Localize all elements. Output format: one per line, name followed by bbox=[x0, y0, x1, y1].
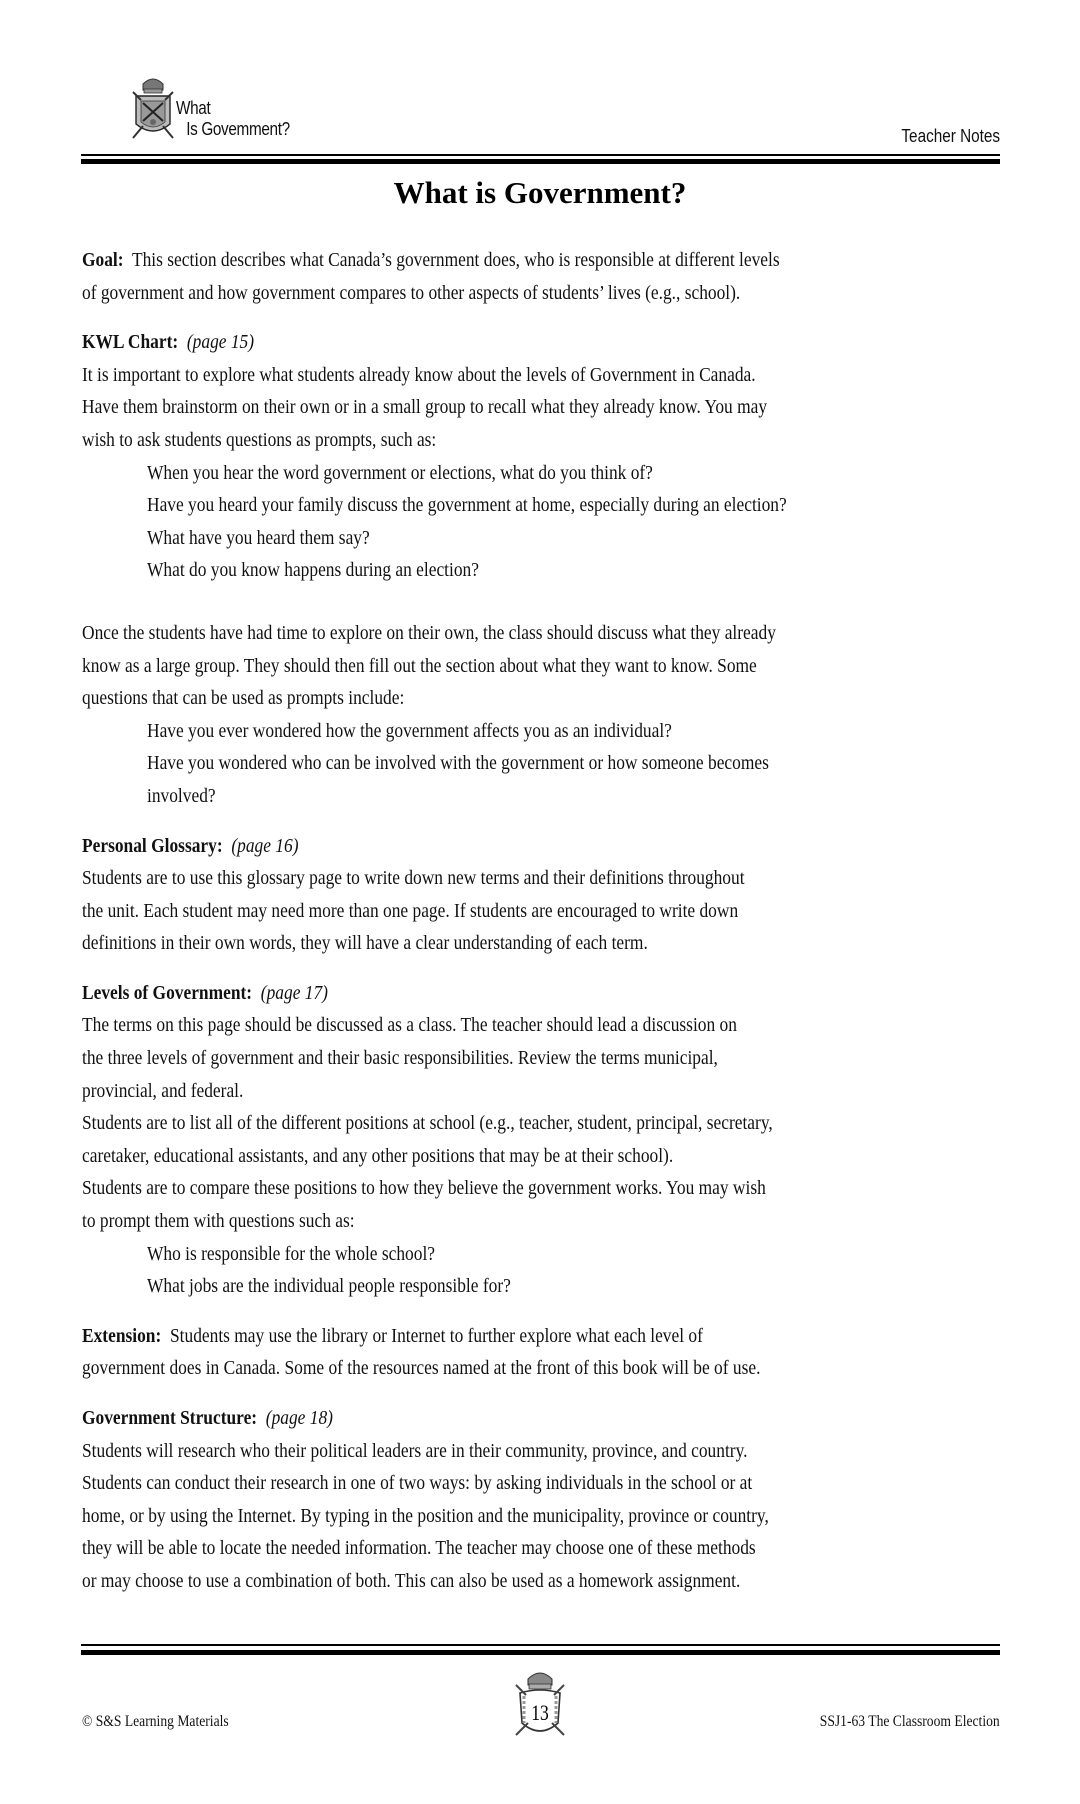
header-rule-thick bbox=[81, 159, 1000, 164]
glossary-line: Students are to use this glossary page to write down new terms and their definitions throughout bbox=[82, 867, 745, 890]
crest-icon bbox=[131, 72, 175, 146]
kwl-intro-line: wish to ask students questions as prompts, such as: bbox=[82, 428, 437, 451]
footer-book-code: SSJ1-63 The Classroom Election bbox=[820, 1713, 1000, 1730]
structure-line: Students can conduct their research in one of two ways: by asking individuals in the school or at bbox=[82, 1472, 753, 1495]
kwl-prompt: When you hear the word government or elections, what do you think of? bbox=[147, 461, 653, 484]
structure-page-ref: (page 18) bbox=[265, 1407, 333, 1429]
levels-heading: Levels of Government: bbox=[82, 981, 253, 1004]
header-rule-thin bbox=[81, 154, 1000, 156]
goal-heading: Goal: bbox=[82, 249, 124, 271]
kwl-heading-line bbox=[82, 326, 1002, 359]
structure-line: Students will research who their political leaders are in their community, province, and country. bbox=[82, 1439, 748, 1462]
goal-line-2: of government and how government compares to other aspects of students’ lives (e.g., school). bbox=[82, 281, 741, 304]
kwl-prompt: Have you heard your family discuss the government at home, especially during an election? bbox=[147, 494, 787, 517]
levels-line: to prompt them with questions such as: bbox=[82, 1210, 355, 1233]
structure-heading: Government Structure: bbox=[82, 1407, 258, 1429]
kwl-prompt: What have you heard them say? bbox=[147, 526, 370, 549]
levels-line: Students are to list all of the different positions at school (e.g., teacher, student, principal, secretary, bbox=[82, 1112, 773, 1135]
kwl-followup-line: questions that can be used as prompts include: bbox=[82, 687, 405, 710]
footer-rule-thin bbox=[81, 1644, 1000, 1646]
levels-line: caretaker, educational assistants, and any other positions that may be at their school). bbox=[82, 1144, 674, 1167]
levels-line: the three levels of government and their basic responsibilities. Review the terms municipal, bbox=[82, 1047, 718, 1070]
header-logo-line2: Is Govemment? bbox=[186, 119, 290, 139]
extension-line-1 bbox=[82, 1320, 1002, 1353]
extension-heading: Extension: bbox=[82, 1324, 162, 1347]
structure-line: or may choose to use a combination of both. This can also be used as a homework assignment. bbox=[82, 1569, 741, 1592]
levels-prompt: Who is responsible for the whole school? bbox=[147, 1242, 436, 1265]
levels-prompt: What jobs are the individual people responsible for? bbox=[147, 1275, 511, 1298]
levels-line: provincial, and federal. bbox=[82, 1079, 244, 1102]
kwl-followup-prompt: Have you wondered who can be involved with the government or how someone becomes bbox=[147, 752, 769, 775]
glossary-page-ref: (page 16) bbox=[231, 834, 299, 857]
levels-line: The terms on this page should be discussed as a class. The teacher should lead a discussion on bbox=[82, 1014, 737, 1037]
kwl-followup-line: Once the students have had time to explore on their own, the class should discuss what they already bbox=[82, 621, 776, 644]
glossary-line: definitions in their own words, they will have a clear understanding of each term. bbox=[82, 932, 648, 955]
document-body bbox=[82, 244, 1002, 1598]
extension-line-2: government does in Canada. Some of the resources named at the front of this book will be of use. bbox=[82, 1357, 761, 1380]
structure-line: home, or by using the Internet. By typing in the position and the municipality, province or country, bbox=[82, 1504, 769, 1527]
levels-heading-line bbox=[82, 977, 1002, 1010]
kwl-heading: KWL Chart: bbox=[82, 331, 179, 354]
glossary-line: the unit. Each student may need more than one page. If students are encouraged to write down bbox=[82, 899, 739, 922]
glossary-heading-line bbox=[82, 830, 1002, 863]
levels-line: Students are to compare these positions to how they believe the government works. You may wish bbox=[82, 1177, 766, 1200]
kwl-intro-line: It is important to explore what students already know about the levels of Government in Canada. bbox=[82, 363, 756, 386]
levels-page-ref: (page 17) bbox=[260, 981, 328, 1004]
kwl-followup-prompt: Have you ever wondered how the government affects you as an individual? bbox=[147, 719, 672, 742]
header-section-label: Teacher Notes bbox=[901, 126, 1000, 146]
footer-rule-thick bbox=[81, 1650, 1000, 1655]
header-logo-title bbox=[176, 98, 290, 140]
footer-copyright: © S&S Learning Materials bbox=[82, 1713, 229, 1730]
kwl-followup-line: know as a large group. They should then fill out the section about what they want to know. Some bbox=[82, 654, 757, 677]
header-logo-line1: What bbox=[176, 98, 211, 118]
structure-heading-line bbox=[82, 1402, 1002, 1435]
kwl-intro-line: Have them brainstorm on their own or in a small group to recall what they already know. You may bbox=[82, 396, 768, 419]
goal-line-1 bbox=[82, 244, 1002, 277]
glossary-heading: Personal Glossary: bbox=[82, 834, 223, 857]
structure-line: they will be able to locate the needed information. The teacher may choose one of these methods bbox=[82, 1537, 756, 1560]
goal-text-1: This section describes what Canada’s government does, who is responsible at different levels bbox=[131, 249, 780, 271]
extension-text-1: Students may use the library or Internet to further explore what each level of bbox=[169, 1324, 703, 1347]
kwl-page-ref: (page 15) bbox=[186, 331, 255, 354]
kwl-prompt: What do you know happens during an election? bbox=[147, 559, 479, 582]
page-number: 13 bbox=[531, 1700, 549, 1725]
kwl-followup-prompt: involved? bbox=[147, 784, 216, 807]
page-title: What is Government? bbox=[393, 175, 687, 210]
